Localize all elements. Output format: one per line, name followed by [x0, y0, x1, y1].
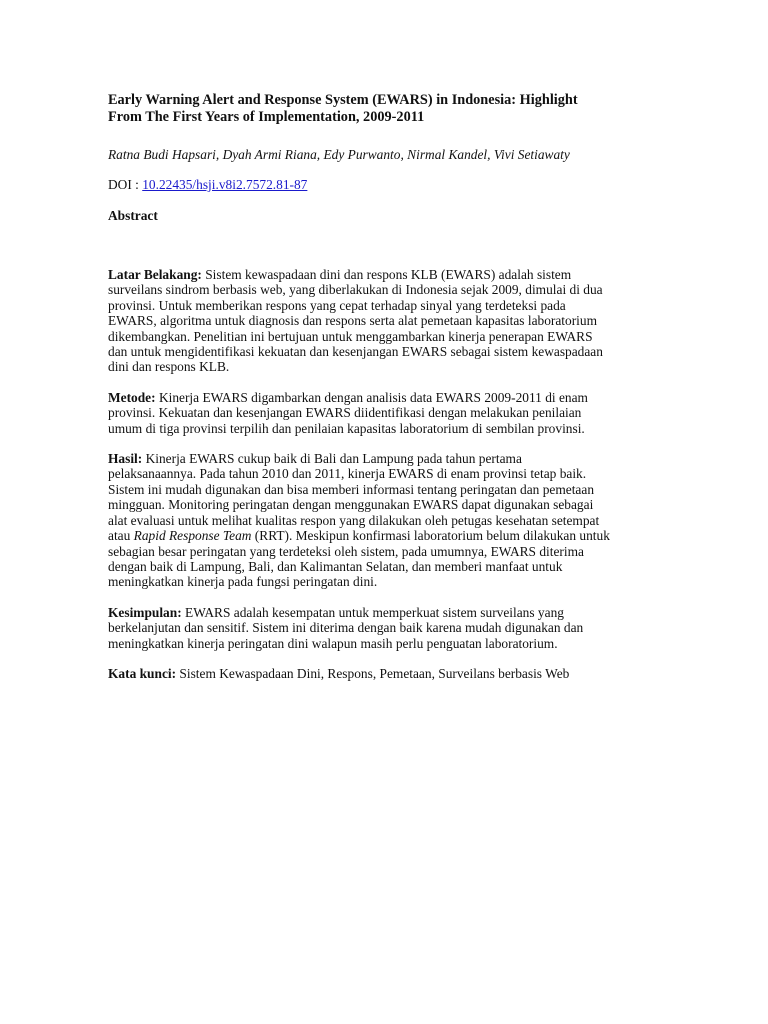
text-line: Kinerja EWARS cukup baik di Bali dan Lampung pada tahun pertama — [142, 451, 522, 467]
section-kata-kunci — [108, 666, 680, 681]
author-list: Ratna Budi Hapsari, Dyah Armi Riana, Edy Purwanto, Nirmal Kandel, Vivi Setiawaty — [108, 147, 570, 162]
text-line: meningkatkan kinerja pada fungsi peringatan dini. — [108, 574, 378, 590]
keywords-text: Sistem Kewaspadaan Dini, Respons, Pemetaan, Surveilans berbasis Web — [176, 665, 570, 681]
text-line: dini dan respons KLB. — [108, 359, 230, 375]
text-line-prefix: atau — [108, 528, 134, 544]
doi-label: DOI : — [108, 177, 143, 192]
paper-title — [108, 92, 680, 126]
section-label: Latar Belakang: — [108, 267, 202, 282]
text-line: Sistem kewaspadaan dini dan respons KLB (EWARS) adalah sistem — [201, 267, 572, 282]
text-line: umum di tiga provinsi terpilih dan penilaian kapasitas laboratorium di sembilan provinsi. — [108, 420, 585, 436]
text-line: sebagian besar peringatan yang terdeteksi oleh sistem, pada umumnya, EWARS diterima — [108, 543, 584, 559]
paper-page — [108, 92, 680, 681]
doi-link[interactable]: 10.22435/hsji.v8i2.7572.81-87 — [142, 177, 308, 192]
section-latar-belakang — [108, 267, 680, 375]
section-label: Hasil: — [108, 451, 143, 467]
title-line-2: From The First Years of Implementation, 2009-2011 — [108, 109, 425, 125]
text-line: Kinerja EWARS digambarkan dengan analisis data EWARS 2009-2011 di enam — [155, 389, 588, 405]
section-label: Kesimpulan: — [108, 604, 182, 620]
text-line: provinsi. Kekuatan dan kesenjangan EWARS diidentifikasi dengan melakukan penilaian — [108, 405, 582, 421]
text-line: EWARS, algoritma untuk diagnosis dan respons serta alat pemetaan kapasitas laboratorium — [108, 313, 598, 329]
text-line: dan untuk mengidentifikasi kekuatan dan kesenjangan EWARS sebagai sistem kewaspadaan — [108, 344, 603, 360]
text-line: alat evaluasi untuk melihat kualitas respon yang dilakukan oleh petugas kesehatan setempat — [108, 512, 600, 528]
text-line: mingguan. Monitoring peringatan dengan menggunakan EWARS dapat digunakan sebagai — [108, 497, 594, 513]
rrt-term: Rapid Response Team — [133, 528, 252, 544]
section-label: Kata kunci: — [108, 665, 177, 681]
text-line: EWARS adalah kesempatan untuk memperkuat sistem surveilans yang — [181, 604, 564, 620]
doi-line — [108, 177, 680, 193]
text-line: dikembangkan. Penelitian ini bertujuan untuk menggambarkan kinerja penerapan EWARS — [108, 328, 593, 344]
title-line-1: Early Warning Alert and Response System (EWARS) in Indonesia: Highlight — [108, 92, 578, 108]
text-line: Sistem ini mudah digunakan dan bisa memberi informasi tentang peringatan dan pemetaan — [108, 481, 595, 497]
text-line: surveilans sindrom berbasis web, yang diberlakukan di Indonesia sejak 2009, dimulai di dua — [108, 282, 603, 298]
text-line: berkelanjutan dan sensitif. Sistem ini diterima dengan baik karena mudah digunakan dan — [108, 620, 584, 636]
text-line: provinsi. Untuk memberikan respons yang cepat terhadap sinyal yang terdeteksi pada — [108, 297, 566, 313]
text-line: pelaksanaannya. Pada tahun 2010 dan 2011, kinerja EWARS di enam provinsi tetap baik. — [108, 466, 587, 482]
section-kesimpulan — [108, 605, 680, 651]
text-line-suffix: (RRT). Meskipun konfirmasi laboratorium belum dilakukan untuk — [251, 528, 610, 544]
section-hasil — [108, 451, 680, 590]
abstract-heading: Abstract — [108, 208, 158, 223]
text-line: meningkatkan kinerja peringatan dini walapun masih perlu penguatan laboratorium. — [108, 635, 558, 651]
section-label: Metode: — [108, 389, 156, 405]
text-line: dengan baik di Lampung, Bali, dan Kalimantan Selatan, dan memberi manfaat untuk — [108, 558, 563, 574]
section-metode — [108, 390, 680, 436]
